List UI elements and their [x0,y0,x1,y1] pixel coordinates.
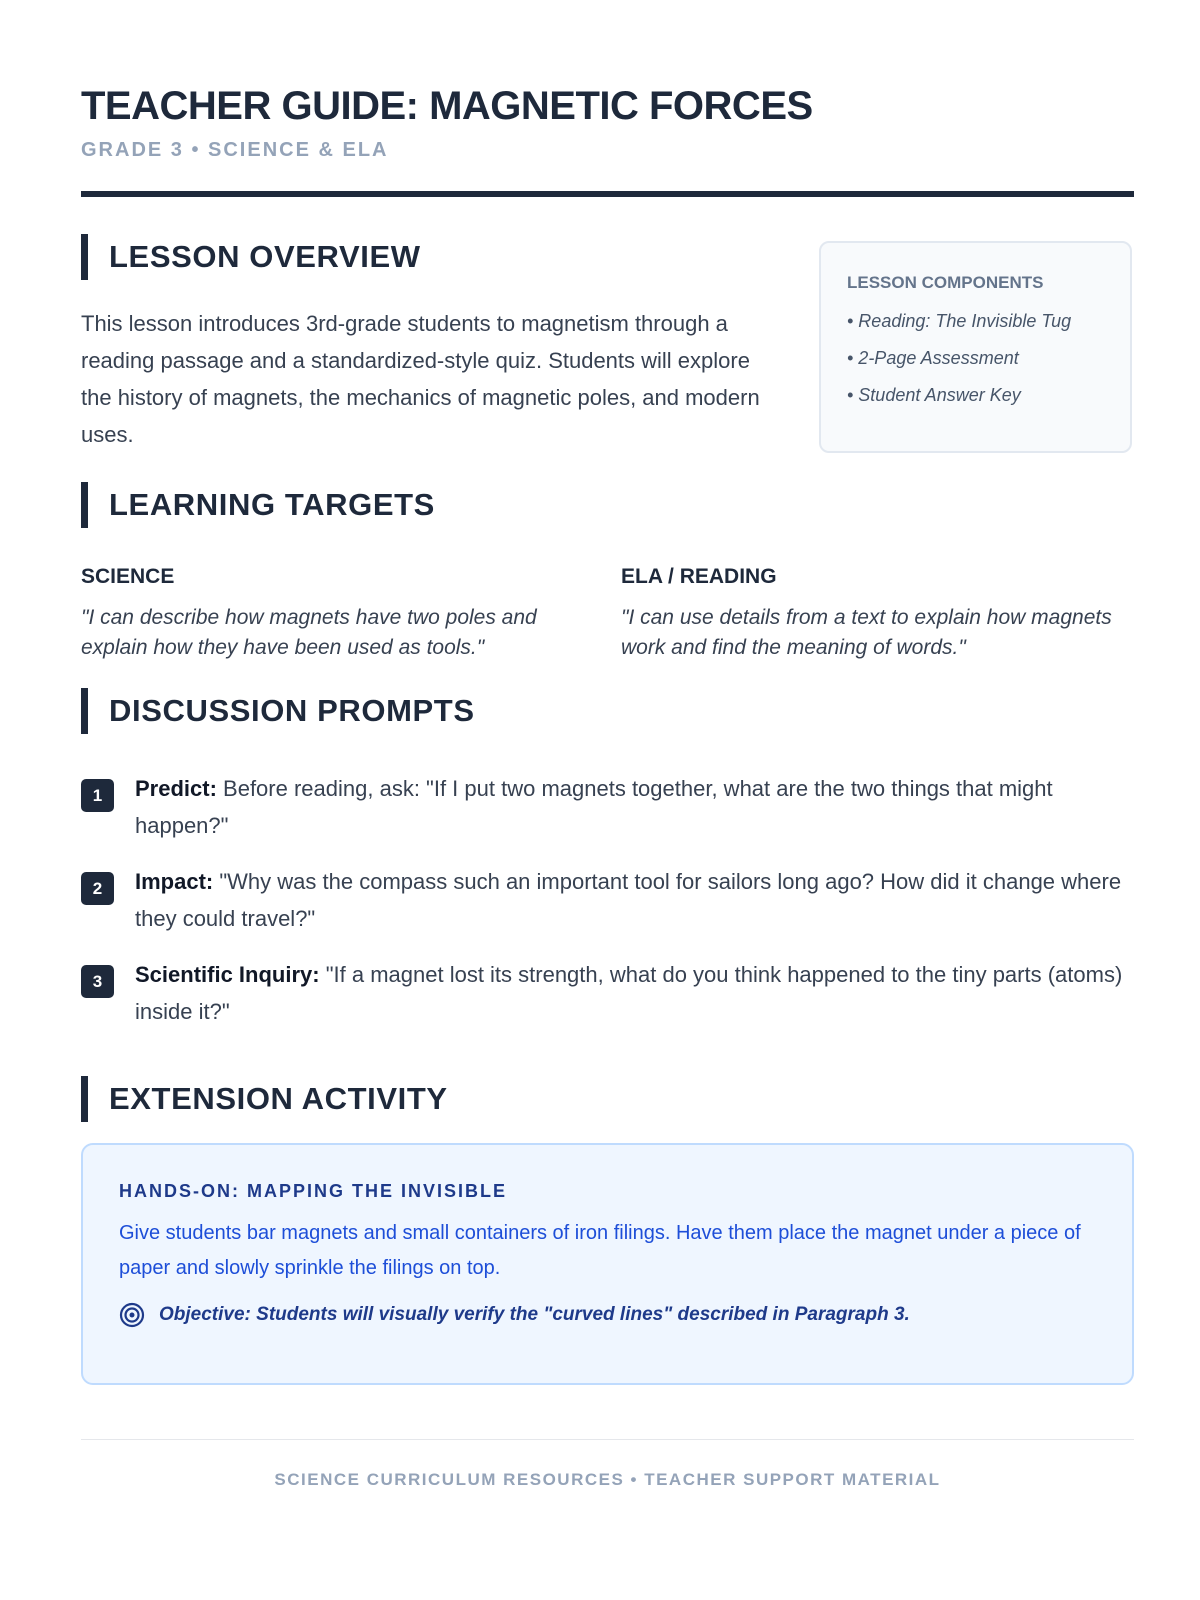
extension-activity-text: Give students bar magnets and small containers of iron filings. Have them place the magnet under a piece of paper and slowly sprinkle the filings on top. [119,1222,1081,1279]
extension-activity-box [81,1143,1134,1385]
ela-target-quote: "I can use details from a text to explain how magnets work and find the meaning of words." [621,606,1112,659]
footer-divider [81,1439,1134,1440]
extension-activity-title: HANDS-ON: MAPPING THE INVISIBLE [119,1181,508,1201]
discussion-prompts-heading: DISCUSSION PROMPTS [81,688,475,734]
lesson-component-item: • 2-Page Assessment [847,348,1019,368]
title-divider [81,191,1134,197]
prompt-text [135,863,1134,937]
lesson-components-box [819,241,1132,453]
prompt-body: "If a magnet lost its strength, what do you think happened to the tiny parts (atoms) inside it?" [135,962,1123,1024]
prompt-text [135,956,1134,1030]
ela-target [621,565,1131,663]
discussion-prompt [81,863,1134,937]
ela-target-label: ELA / READING [621,565,777,588]
extension-objective-text: Objective: Students will visually verify the "curved lines" described in Paragraph 3. [159,1304,910,1325]
science-target [81,565,591,663]
prompt-lead: Predict: [135,776,217,801]
discussion-prompt [81,770,1134,844]
lesson-component-item: • Reading: The Invisible Tug [847,311,1072,331]
science-target-label: SCIENCE [81,565,175,588]
science-target-quote: "I can describe how magnets have two poles and explain how they have been used as tools." [81,606,537,659]
target-icon [119,1302,145,1328]
extension-activity-heading: EXTENSION ACTIVITY [81,1076,448,1122]
prompt-lead: Scientific Inquiry: [135,962,320,987]
lesson-overview-text: This lesson introduces 3rd-grade students to magnetism through a reading passage and a standardized-style quiz. Students will explore the history of magnets, the mechanics of magnetic poles, and modern uses. [81,311,760,447]
discussion-prompt [81,956,1134,1030]
prompt-body: "Why was the compass such an important tool for sailors long ago? How did it change where they could travel?" [135,869,1122,931]
extension-objective [119,1302,1096,1328]
lesson-component-item: • Student Answer Key [847,385,1021,405]
lesson-overview-heading: LESSON OVERVIEW [81,234,421,280]
prompt-number-badge: 3 [81,965,114,998]
prompt-number-badge: 2 [81,872,114,905]
page-title: TEACHER GUIDE: MAGNETIC FORCES [81,84,813,128]
prompt-text [135,770,1134,844]
learning-targets-heading: LEARNING TARGETS [81,482,435,528]
lesson-components-list [847,303,1104,414]
page-subtitle: GRADE 3 • SCIENCE & ELA [81,139,389,161]
prompt-body: Before reading, ask: "If I put two magnets together, what are the two things that might happen?" [135,776,1053,838]
footer-text: SCIENCE CURRICULUM RESOURCES • TEACHER SUPPORT MATERIAL [274,1470,941,1489]
prompt-number-badge: 1 [81,779,114,812]
lesson-components-title: LESSON COMPONENTS [847,273,1044,292]
prompt-lead: Impact: [135,869,214,894]
